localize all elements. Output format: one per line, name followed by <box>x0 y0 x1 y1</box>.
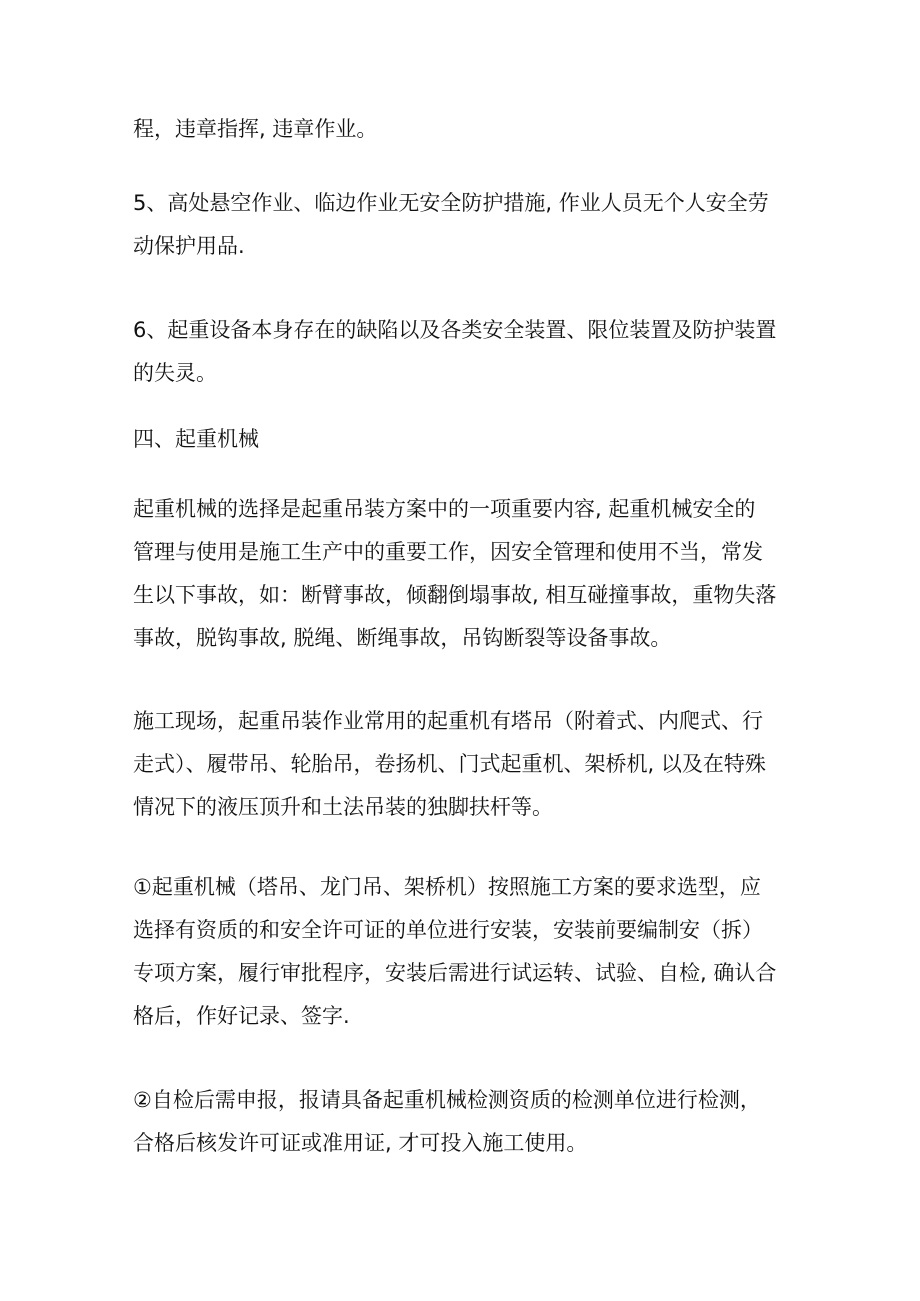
paragraph-line: 专项方案，履行审批程序，安装后需进行试运转、试验、自检, 确认合 <box>133 961 777 985</box>
paragraph-line: 生以下事故，如：断臂事故，倾翻倒塌事故, 相互碰撞事故，重物失落 <box>133 583 777 607</box>
paragraph-continuation <box>133 108 793 151</box>
paragraph-line: 6、起重设备本身存在的缺陷以及各类安全装置、限位装置及防护装置 <box>133 318 777 342</box>
paragraph-line: 程，违章指挥, 违章作业。 <box>133 117 378 141</box>
paragraph-item-circled-2 <box>133 1079 793 1165</box>
paragraph-line: 合格后核发许可证或准用证, 才可投入施工使用。 <box>133 1131 588 1155</box>
paragraph-line: 动保护用品. <box>133 234 245 258</box>
paragraph-crane-intro <box>133 488 793 660</box>
paragraph-line: 情况下的液压顶升和土法吊装的独脚扶杆等。 <box>133 795 553 819</box>
paragraph-line: 的失灵。 <box>133 361 217 385</box>
paragraph-line: 格后，作好记录、签字. <box>133 1004 350 1028</box>
paragraph-line: 管理与使用是施工生产中的重要工作，因安全管理和使用不当，常发 <box>133 540 763 564</box>
paragraph-item-circled-1 <box>133 866 793 1038</box>
section-heading-text: 四、起重机械 <box>133 427 259 451</box>
paragraph-line: 起重机械的选择是起重吊装方案中的一项重要内容, 起重机械安全的 <box>133 497 756 521</box>
paragraph-line: ②自检后需申报，报请具备起重机械检测资质的检测单位进行检测， <box>133 1088 761 1112</box>
paragraph-line: 施工现场，起重吊装作业常用的起重机有塔吊（附着式、内爬式、行 <box>133 709 763 733</box>
paragraph-item-6 <box>133 309 793 395</box>
paragraph-crane-types <box>133 700 793 829</box>
paragraph-line: ①起重机械（塔吊、龙门吊、架桥机）按照施工方案的要求选型，应 <box>133 875 761 899</box>
paragraph-line: 事故，脱钩事故, 脱绳、断绳事故，吊钩断裂等设备事故。 <box>133 626 672 650</box>
paragraph-line: 选择有资质的和安全许可证的单位进行安装，安装前要编制安（拆） <box>133 918 763 942</box>
paragraph-line: 走式）、履带吊、轮胎吊，卷扬机、门式起重机、架桥机, 以及在特殊 <box>133 752 766 776</box>
paragraph-item-5 <box>133 182 793 268</box>
paragraph-line: 5、高处悬空作业、临边作业无安全防护措施, 作业人员无个人安全劳 <box>133 191 769 215</box>
section-heading <box>133 418 793 461</box>
